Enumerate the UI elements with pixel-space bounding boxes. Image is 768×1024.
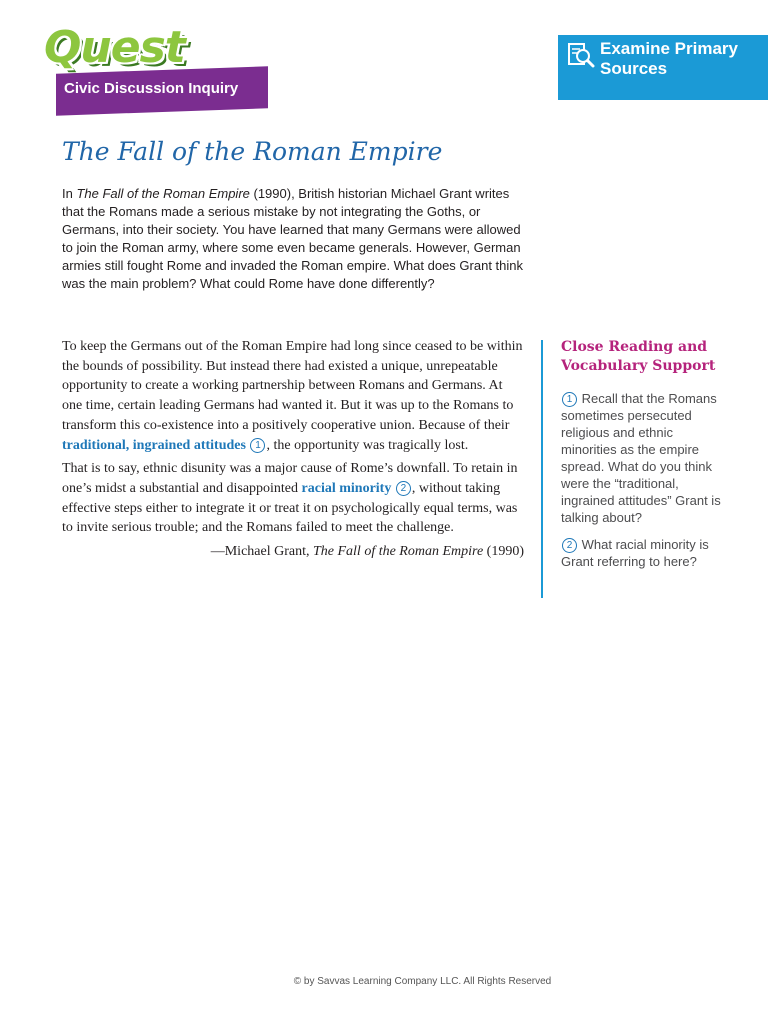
logo-wordmark: Quest [44,22,185,73]
callout-number-2: 2 [562,538,577,553]
quote-text: , without taking effective steps either to integrate it or treat it on psychologically equal terms, was to invite serious trouble; and the Romans failed to meet the challenge. [62,480,518,536]
intro-lead: In [62,186,77,201]
sidebar-divider [541,340,543,598]
quest-logo [44,24,268,112]
callout-number-2: 2 [396,481,411,496]
sidebar-question-1 [561,390,731,526]
attribution-author: —Michael Grant, [210,544,313,560]
quote-paragraph-1 [62,337,524,455]
vocab-term-racial-minority: racial minority [301,480,392,496]
attribution-year: (1990) [483,544,524,560]
quote-text: To keep the Germans out of the Roman Empire had long since ceased to be within the bounds of possibility. But instead there had existed a unique, unrepeatable opportunity to create a working partnership between Romans and Germans. At one time, certain leading Germans had wanted it. But it was up to the Romans to transform this co-existence into a positively cooperative union. Because of their [62,339,523,433]
copyright-footer: © by Savvas Learning Company LLC. All Rights Reserved [293,976,552,987]
callout-number-1: 1 [250,438,265,453]
attribution-title: The Fall of the Roman Empire [312,544,484,560]
vocab-term-traditional-attitudes: traditional, ingrained attitudes [62,437,246,453]
sidebar-question-text: What racial minority is Grant referring to here? [561,537,709,569]
logo-subtitle: Civic Discussion Inquiry [64,80,239,97]
quote-attribution [62,542,524,562]
intro-book-title: The Fall of the Roman Empire [76,186,250,201]
intro-body: (1990), British historian Michael Grant writes that the Romans made a serious mistake by not integrating the Goths, or Germans, into their society. You have learned that many Germans were allowed to join the Roman army, where some even became generals. However, German armies still fought Rome and invaded the Roman empire. What does Grant think was the main problem? What could Rome have done differently? [62,186,524,292]
intro-paragraph [62,185,524,294]
vocabulary-sidebar [561,338,731,570]
sidebar-title: Close Reading and Vocabulary Support [561,339,716,374]
sidebar-question-2 [561,536,731,570]
quote-paragraph-2 [62,459,524,538]
quote-text: That is to say, ethnic disunity was a major cause of Rome’s downfall. To retain in one’s midst a substantial and disappointed [62,461,518,496]
sidebar-question-text: Recall that the Romans sometimes persecuted religious and ethnic minorities as the empire spread. What do you think were the “traditional, ingrained attitudes” Grant is talking about? [561,391,721,525]
magnifier-document-icon [567,42,595,68]
quote-text: , the opportunity was tragically lost. [266,437,469,453]
examine-primary-sources-badge [558,35,768,100]
primary-source-quote [62,337,524,562]
badge-label: Examine Primary Sources [600,39,738,78]
callout-number-1: 1 [562,392,577,407]
page-title: The Fall of the Roman Empire [62,137,443,166]
